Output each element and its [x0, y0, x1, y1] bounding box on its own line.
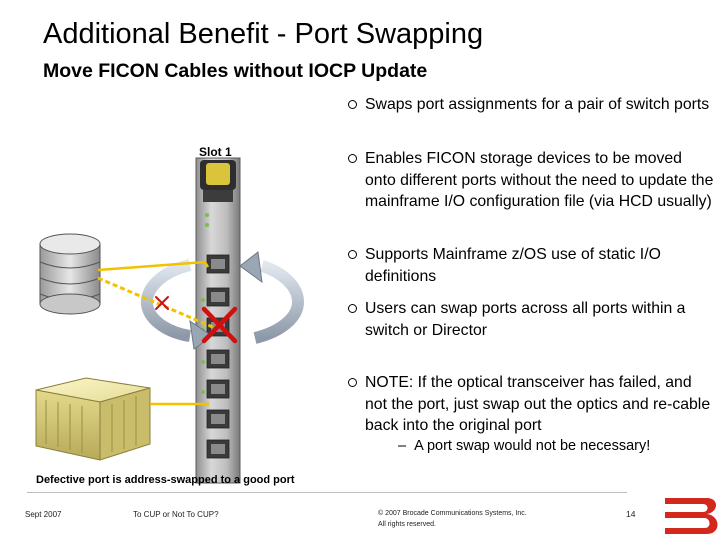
mainframe-icon [36, 378, 150, 460]
bullet-marker-icon [348, 100, 357, 109]
bullet-marker-icon [348, 304, 357, 313]
brocade-logo-icon [665, 492, 720, 540]
bullet-marker-icon [348, 378, 357, 387]
sub-bullet-text: A port swap would not be necessary! [414, 438, 651, 454]
slide-subtitle: Move FICON Cables without IOCP Update [43, 60, 428, 82]
page-number: 14 [626, 509, 636, 519]
footer-copyright [378, 508, 527, 530]
footer-divider [27, 492, 627, 493]
figure-caption: Defective port is address-swapped to a good port [36, 474, 295, 486]
bullet-marker-icon [348, 250, 357, 259]
bullet-text: NOTE: If the optical transceiver has failed, and not the port, just swap out the optics and re-cable back into the original port [365, 374, 711, 434]
bullet-text: Users can swap ports across all ports within a switch or Director [365, 300, 686, 339]
slide-title: Additional Benefit - Port Swapping [43, 18, 484, 50]
bullet-text: Supports Mainframe z/OS use of static I/O definitions [365, 246, 661, 285]
bullet-text: Swaps port assignments for a pair of switch ports [365, 96, 710, 113]
footer-presentation-title: To CUP or Not To CUP? [133, 510, 219, 519]
copyright-line-1: © 2007 Brocade Communications Systems, Inc. [378, 510, 527, 517]
footer-date: Sept 2007 [25, 510, 62, 519]
copyright-line-2: All rights reserved. [378, 521, 436, 528]
sub-bullet-dash: – [398, 438, 407, 454]
bullet-item [345, 148, 717, 213]
bullet-item [345, 298, 717, 341]
bullet-item [345, 372, 717, 437]
bullet-text: Enables FICON storage devices to be moved onto different ports without the need to update the mainframe I/O configuration file (via HCD usually) [365, 150, 714, 210]
disk-storage-icon [40, 234, 100, 314]
bullet-item [345, 94, 709, 116]
slot-label: Slot 1 [199, 145, 232, 159]
sub-bullet-item [398, 438, 650, 454]
bullet-item [345, 244, 717, 287]
bullet-marker-icon [348, 154, 357, 163]
